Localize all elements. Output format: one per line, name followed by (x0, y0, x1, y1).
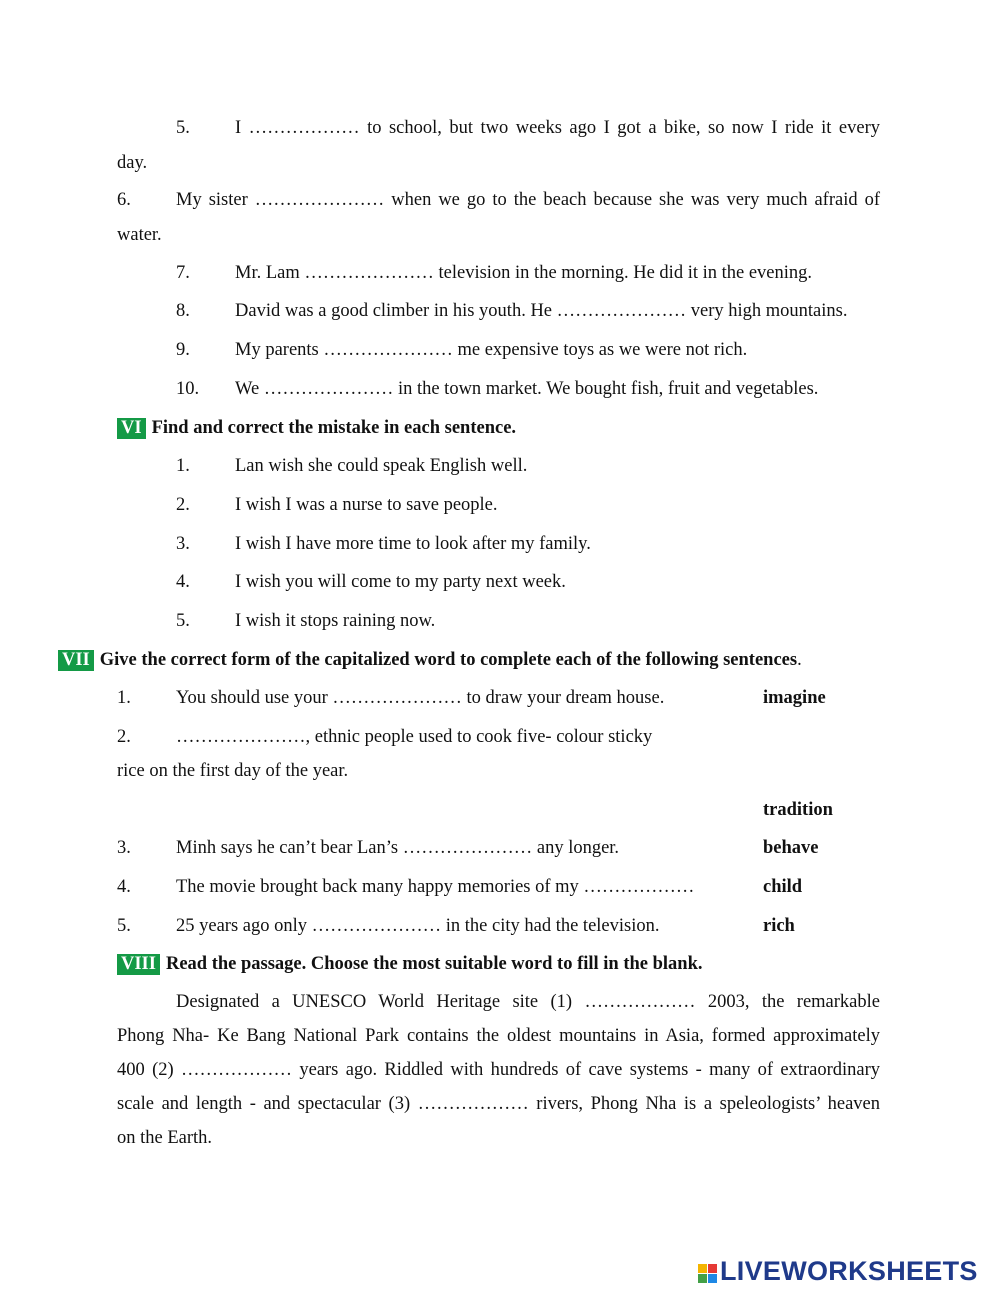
item-number: 5. (176, 611, 190, 631)
passage-line: Designated a UNESCO World Heritage site (1) ……………… 2003, the remarkable (176, 992, 880, 1012)
section-title: Read the passage. Choose the most suitable word to fill in the blank. (165, 954, 703, 974)
sentence-text: David was a good climber in his youth. He ………………… very high mountains. (235, 301, 848, 321)
capitalized-word: rich (763, 916, 795, 936)
capitalized-word: behave (763, 838, 819, 858)
item-number: 2. (176, 495, 190, 515)
sentence-text: I ……………… to school, but two weeks ago I got a bike, so now I ride it every (235, 118, 880, 138)
passage-line: on the Earth. (117, 1128, 213, 1148)
sentence-text: Mr. Lam ………………… television in the morning. He did it in the evening. (235, 263, 813, 283)
section-title: Give the correct form of the capitalized word to complete each of the following sentences (99, 650, 798, 670)
item-number: 5. (117, 916, 131, 936)
capitalized-word: tradition (763, 800, 833, 820)
sentence-text: Lan wish she could speak English well. (235, 456, 528, 476)
item-number: 3. (176, 534, 190, 554)
sentence-text: Minh says he can’t bear Lan’s ………………… any longer. (176, 838, 620, 858)
sentence-text: I wish it stops raining now. (235, 611, 436, 631)
section-heading-vi (117, 417, 516, 439)
section-heading-viii (117, 953, 703, 975)
sentence-text: We ………………… in the town market. We bought fish, fruit and vegetables. (235, 379, 819, 399)
section-heading-vii (58, 649, 802, 671)
item-number: 9. (176, 340, 190, 360)
item-number: 6. (117, 190, 131, 210)
passage-line: 400 (2) ……………… years ago. Riddled with hundreds of cave systems - many of extraordinary (117, 1060, 880, 1080)
item-number: 4. (176, 572, 190, 592)
item-number: 10. (176, 379, 200, 399)
sentence-text: …………………, ethnic people used to cook five- colour sticky (176, 727, 653, 747)
sentence-text: day. (117, 153, 148, 173)
capitalized-word: imagine (763, 688, 826, 708)
logo-text: LIVEWORKSHEETS (720, 1255, 978, 1286)
item-number: 8. (176, 301, 190, 321)
sentence-text: I wish I have more time to look after my family. (235, 534, 591, 554)
item-number: 2. (117, 727, 131, 747)
section-title-period: . (797, 650, 802, 670)
item-number: 1. (117, 688, 131, 708)
liveworksheets-logo[interactable] (698, 1256, 978, 1286)
passage-line: scale and length - and spectacular (3) ……………… rivers, Phong Nha is a speleologists’ heaven (117, 1094, 880, 1114)
sentence-text: I wish I was a nurse to save people. (235, 495, 498, 515)
logo-blocks-icon (698, 1264, 717, 1283)
section-badge: VIII (117, 954, 160, 975)
item-number: 1. (176, 456, 190, 476)
item-number: 7. (176, 263, 190, 283)
sentence-text: I wish you will come to my party next week. (235, 572, 566, 592)
sentence-text: water. (117, 225, 162, 245)
item-number: 5. (176, 118, 190, 138)
item-number: 4. (117, 877, 131, 897)
section-badge: VII (58, 650, 94, 671)
passage-line: Phong Nha- Ke Bang National Park contains the oldest mountains in Asia, formed approximately (117, 1026, 880, 1046)
sentence-text-continued: rice on the first day of the year. (117, 761, 349, 781)
sentence-text: You should use your ………………… to draw your dream house. (176, 688, 665, 708)
section-badge: VI (117, 418, 146, 439)
sentence-text: 25 years ago only ………………… in the city had the television. (176, 916, 660, 936)
sentence-text: The movie brought back many happy memories of my ……………… (176, 877, 695, 897)
item-number: 3. (117, 838, 131, 858)
capitalized-word: child (763, 877, 803, 897)
sentence-text: My sister ………………… when we go to the beach because she was very much afraid of (176, 190, 880, 210)
section-title: Find and correct the mistake in each sentence. (151, 418, 517, 438)
sentence-text: My parents ………………… me expensive toys as we were not rich. (235, 340, 748, 360)
